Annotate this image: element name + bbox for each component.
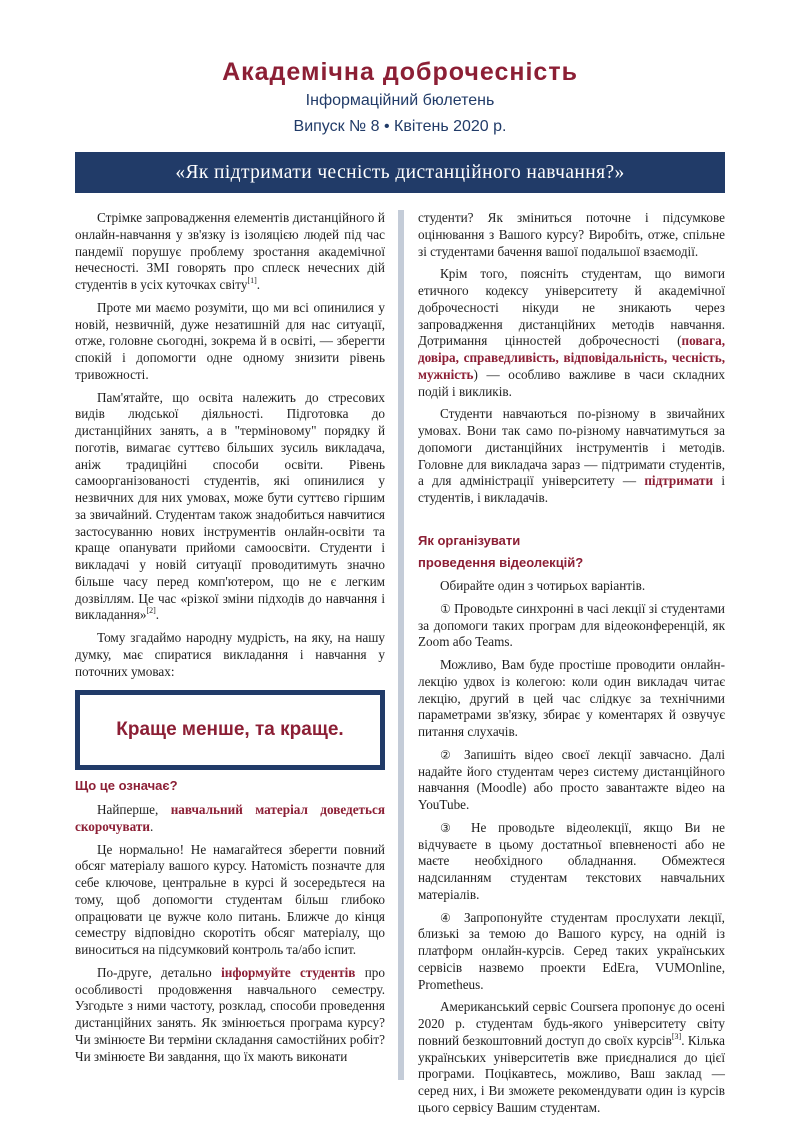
section-heading-line: Як організувати [418,533,521,548]
right-column-options [418,578,725,1123]
paragraph-text: . Кілька українських університетів вже приєдналися до цієї програми. Поцікавтесь, можливо, Ваш заклад — серед них, і Ви зможете рекомендувати один із курсів цього сервісу Вашим студентам. [418,1032,725,1115]
motto-text: Краще менше, та краще. [116,719,344,740]
paragraph-text: Запишіть відео своєї лекції завчасно. Далі надайте його студентам через систему дистанційного навчання (Moodle) або просто завантажте відео на YouTube. [418,746,725,812]
highlight-text: повага, довіра, справедливість, відповідальність, чесність, мужність [418,333,725,382]
paragraph [75,210,385,294]
paragraph: Тому згадаймо народну мудрість, на яку, на нашу думку, має спиратися викладання і навчання у поточних умовах: [75,630,385,679]
paragraph-text: ) — особливо важливе в часи складних подій і викликів. [418,366,725,399]
paragraph-text: Американський сервіс Coursera пропонує до осені 2020 р. студентам будь-якого університету світу повний безкоштовний доступ до своїх курсів [418,999,725,1048]
paragraph: Можливо, Вам буде простіше проводити онлайн-лекцію удвох із колегою: коли один викладач читає лекцію, другий в цей час слідкує за технічними параметрами зв'язку, збирає у коментарях й озвучує питання слухачів. [418,657,725,739]
paragraph: студенти? Як зміниться поточне і підсумкове оцінювання з Вашого курсу? Виробіть, отже, спільне зі студентами бачення вашої подальшої взаємодії. [418,210,725,259]
paragraph-text: Пам'ятайте, що освіта належить до стресових видів людської діяльності. Підготовка до дистанційних занять, а в "терміновому" порядку й поготів, вимагає суттєво більших зусиль викладача, аніж традиційні способи освіти. Рівень самоорганізованості студентів, які опинилися у незвичних для них умовах, може бути суттєво гіршим за звичайний. Студентам також знадобиться навчитися застосуванню нових інструментів онлайн-освіти та краще опанувати прийоми самоосвіти. Студенти і викладачі у новій ситуації проводитимуть значно більше часу перед комп'ютером, що не є легким дозвіллям. Це час «різкої зміни підходів до навчання і викладання» [75,389,385,623]
paragraph-text: Студенти навчаються по-різному в звичайних умовах. Вони так само по-різному навчатимуться за допомоги дистанційних інструментів і методів. Головне для викладача зараз — підтримати студентів, а для адміністрації університету — [418,406,725,489]
paragraph [418,266,725,400]
paragraph-text: Крім того, поясніть студентам, що вимоги етичного кодексу університету й академічної доброчесності нікуди не зникають через запровадження дистанційних методів навчання. Дотримання цінностей доброчесності ( [418,266,725,349]
paragraph [418,999,725,1116]
newsletter-title: Академічна доброчесність [222,58,578,86]
motto-box [75,690,385,770]
right-column-top [418,210,725,513]
section-heading: Що це означає? [75,778,178,793]
paragraph-text: Не проводьте відеолекції, якщо Ви не відчуваєте в цьому достатньої впевненості або не маєте необхідного обладнання. Обмежтеся надсиланням студентам текстових навчальних матеріалів. [418,819,725,902]
section-heading-line: проведення відеолекцій? [418,555,584,570]
paragraph: Це нормально! Не намагайтеся зберегти повний обсяг матеріалу вашого курсу. Натомість позначте для себе ключове, центральне в курсі й зосередьтеся на тому, щоб допомогти студентам більш глибоко опрацювати це вужче коло питань. Ближче до кінця семестру відповідно скоротіть обсяг матеріалу, що виноситься на підсумковий контроль та/або іспит. [75,841,385,957]
paragraph-text: і студентів, і викладачів. [418,473,726,505]
paragraph [418,406,725,507]
highlight-text: інформуйте студентів [221,964,356,980]
circled-number: ④ [440,910,456,925]
paragraph-text: По-друге, детально [97,964,222,980]
section-heading [418,530,583,574]
option-item [418,820,725,904]
highlight-text: підтримати [644,473,714,489]
paragraph [75,802,385,836]
option-item [418,601,725,651]
circled-number: ③ [440,820,460,835]
option-item [418,747,725,814]
option-item [418,910,725,994]
newsletter-subtitle: Інформаційний бюлетень [305,92,495,109]
paragraph: Проте ми маємо розуміти, що ми всі опинилися у новій, незвичній, дуже незатишній для нас ситуації, отже, головне сьогодні, зокрема й в освіті, — зберегти спокій і допомогти одне одному знизити рівень тривожності. [75,299,385,382]
paragraph-text: Найперше, [97,802,171,817]
column-divider [398,210,404,1080]
footnote-ref: [2] [146,606,156,616]
issue-info: Випуск № 8 • Квітень 2020 р. [293,118,507,135]
paragraph-text: Запропонуйте студентам прослухати лекції, близькі за темою до Вашого курсу, на одній із платформ онлайн-курсів. Серед таких українських сервісів назвемо проекти EdEra, VUMOnline, Prometheus. [418,909,725,992]
paragraph [75,390,385,625]
paragraph-text: . [256,277,261,292]
paragraph-text: . [149,818,154,834]
paragraph-text: Проводьте синхронні в часі лекції зі студентами за допомоги таких програм для відеоконференцій, як Zoom або Teams. [418,600,725,650]
paragraph-text: про особливості продовження навчального семестру. Узгодьте з ними частоту, розклад, способи проведення дистанційних занять. Як змінюється програма курсу? Чи змінюєте Ви терміни складання самостійних робіт? Чи змінюєте Ви завдання, що їх мають виконати [75,964,385,1064]
headline-banner: «Як підтримати чесність дистанційного навчання?» [75,152,725,193]
circled-number: ② [440,747,456,762]
paragraph-text: Стрімке запровадження елементів дистанційного й онлайн-навчання у зв'язку із ізоляцією людей під час пандемії порушує проблему зростання академічної нечесності. ЗМІ говорять про сплеск нечесних дій студентів в усіх куточках світу [75,210,385,292]
paragraph-text: . [155,607,160,623]
paragraph [75,965,385,1066]
left-column-intro [75,210,385,686]
circled-number: ① [440,601,451,616]
footnote-ref: [3] [671,1031,682,1041]
footnote-ref: [1] [247,276,257,285]
highlight-text: навчальний матеріал доведеться скорочувати [75,802,385,834]
left-column-section [75,802,385,1071]
paragraph: Обирайте один з чотирьох варіантів. [440,578,646,593]
